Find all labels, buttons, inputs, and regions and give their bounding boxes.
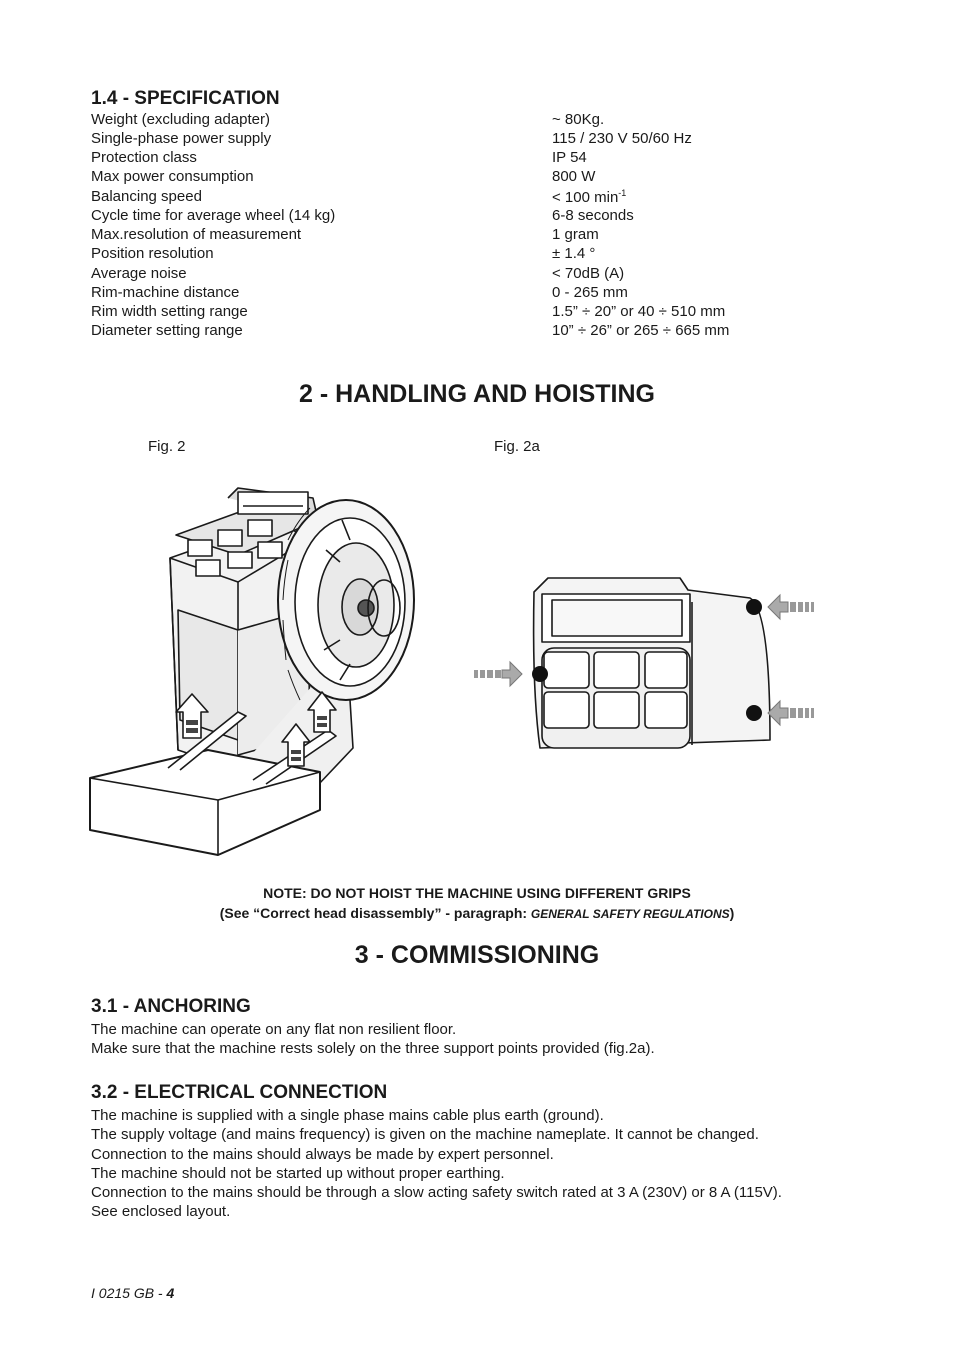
- spec-row: [91, 111, 791, 130]
- spec-label: Max.resolution of measurement: [91, 226, 302, 243]
- spec-row: [91, 207, 791, 226]
- handling-heading: 2 - HANDLING AND HOISTING: [298, 380, 656, 408]
- paragraph-line: The machine should not be started up without proper earthing.: [91, 1164, 505, 1182]
- page-number: 4: [166, 1285, 175, 1301]
- paragraph-line: The supply voltage (and mains frequency) is given on the machine nameplate. It cannot be changed.: [91, 1126, 759, 1144]
- spec-value: < 70dB (A): [552, 265, 625, 282]
- anchoring-heading: 3.1 - ANCHORING: [91, 996, 251, 1017]
- spec-value-text: < 100 min: [552, 189, 619, 206]
- specification-heading: 1.4 - SPECIFICATION: [91, 88, 280, 109]
- spec-row: [91, 188, 791, 207]
- spec-label: Cycle time for average wheel (14 kg): [91, 207, 336, 224]
- spec-value: 10” ÷ 26” or 265 ÷ 665 mm: [552, 322, 730, 339]
- spec-value-exponent: -1: [618, 188, 627, 198]
- spec-value: [552, 188, 626, 206]
- spec-value: 800 W: [552, 168, 596, 185]
- spec-label: Diameter setting range: [91, 322, 243, 339]
- commissioning-heading: 3 - COMMISSIONING: [354, 941, 600, 969]
- electrical-connection-text: [91, 1106, 871, 1222]
- fig2a-label: Fig. 2a: [494, 438, 540, 455]
- spec-row: [91, 265, 791, 284]
- spec-value: ± 1.4 °: [552, 245, 596, 262]
- spec-value: 115 / 230 V 50/60 Hz: [552, 130, 692, 147]
- note-prefix: (See “Correct head disassembly” - paragraph:: [219, 905, 531, 921]
- spec-row: [91, 226, 791, 245]
- paragraph-line: Connection to the mains should be through a slow acting safety switch rated at 3 A (230V) or 8 A (115V).: [91, 1184, 782, 1202]
- hoisting-note-line1: NOTE: DO NOT HOIST THE MACHINE USING DIFFERENT GRIPS: [263, 885, 691, 901]
- spec-label: Rim width setting range: [91, 303, 248, 320]
- spec-row: [91, 130, 791, 149]
- spec-label: Protection class: [91, 149, 197, 166]
- note-safety-reference: GENERAL SAFETY REGULATIONS: [530, 907, 730, 921]
- spec-label: Position resolution: [91, 245, 214, 262]
- paragraph-line: The machine is supplied with a single phase mains cable plus earth (ground).: [91, 1107, 604, 1124]
- spec-value: 1.5” ÷ 20” or 40 ÷ 510 mm: [552, 303, 726, 320]
- hoisting-note-line2: [0, 905, 954, 921]
- document-code: I 0215 GB: [91, 1285, 155, 1301]
- spec-row: [91, 245, 791, 264]
- spec-label: Balancing speed: [91, 188, 202, 205]
- electrical-connection-heading: 3.2 - ELECTRICAL CONNECTION: [91, 1082, 388, 1103]
- fig2-balancer-forklift-illustration: [88, 480, 418, 860]
- paragraph-line: See enclosed layout.: [91, 1203, 231, 1221]
- paragraph-line: The machine can operate on any flat non resilient floor.: [91, 1021, 457, 1038]
- spec-row: [91, 168, 791, 187]
- spec-label: Weight (excluding adapter): [91, 111, 270, 128]
- footer-separator: -: [154, 1285, 167, 1301]
- fig2-label: Fig. 2: [148, 438, 186, 455]
- paragraph-line: Connection to the mains should always be made by expert personnel.: [91, 1145, 554, 1163]
- spec-value: 0 - 265 mm: [552, 284, 628, 301]
- spec-label: Average noise: [91, 265, 187, 282]
- note-suffix: ): [729, 905, 735, 921]
- paragraph-line: Make sure that the machine rests solely on the three support points provided (fig.2a).: [91, 1040, 655, 1058]
- spec-row: [91, 284, 791, 303]
- spec-row: [91, 149, 791, 168]
- spec-value: 6-8 seconds: [552, 207, 634, 224]
- anchoring-text: [91, 1020, 871, 1059]
- spec-row: [91, 303, 791, 322]
- spec-row: [91, 322, 791, 341]
- spec-label: Max power consumption: [91, 168, 254, 185]
- page-footer: [91, 1285, 174, 1301]
- fig2a-top-view-support-points: [470, 570, 830, 760]
- spec-label: Rim-machine distance: [91, 284, 240, 301]
- spec-value: IP 54: [552, 149, 587, 166]
- spec-label: Single-phase power supply: [91, 130, 272, 147]
- spec-value: ~ 80Kg.: [552, 111, 605, 128]
- spec-value: 1 gram: [552, 226, 599, 243]
